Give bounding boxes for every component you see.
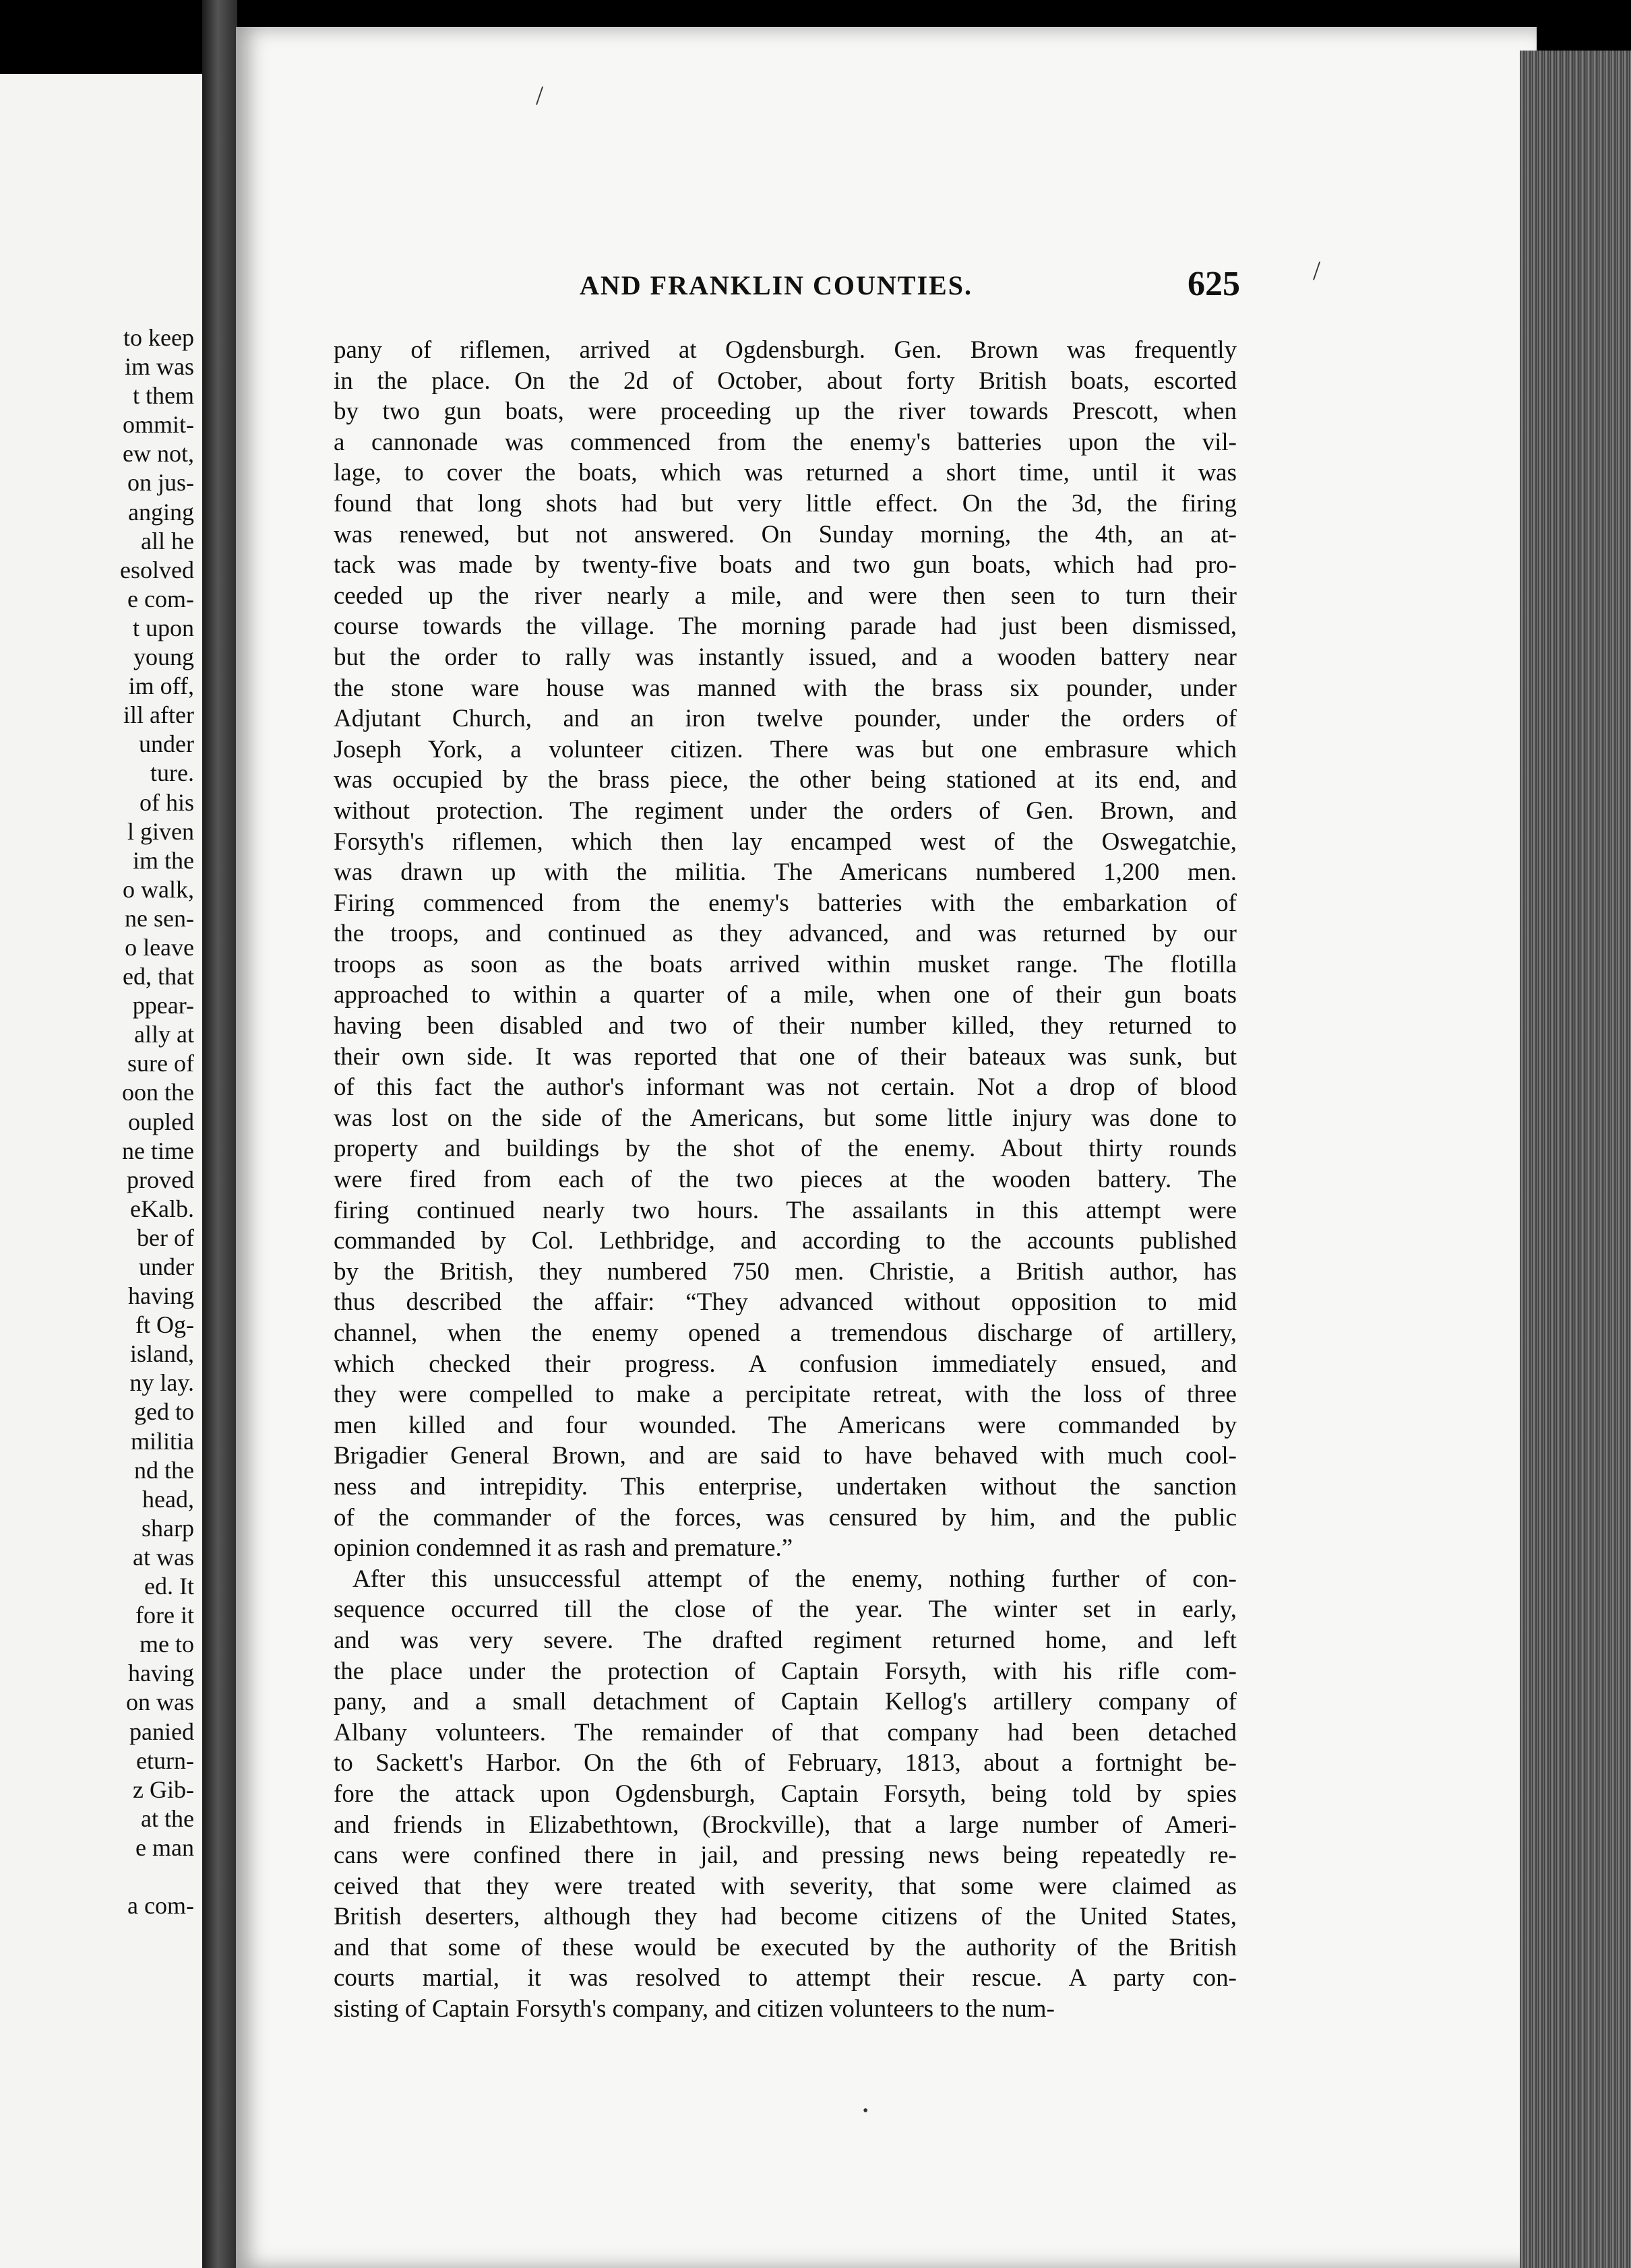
left-fragment-line: ny lay. [129, 1369, 194, 1397]
left-fragment-line: eturn- [136, 1746, 194, 1774]
left-fragment-line: ne sen- [125, 904, 194, 932]
text-line: was occupied by the brass piece, the other being stationed at its end, and [334, 766, 1237, 794]
left-fragment-line: on was [126, 1689, 194, 1716]
text-line: their own side. It was reported that one of their bateaux was sunk, but [334, 1042, 1237, 1071]
left-fragment-line: o leave [125, 933, 194, 961]
left-fragment-line: oon the [122, 1079, 194, 1106]
left-fragment-line: head, [142, 1485, 194, 1513]
text-line: men killed and four wounded. The Americans were commanded by [334, 1411, 1237, 1439]
stray-mark: / [536, 80, 544, 111]
running-head: AND FRANKLIN COUNTIES. [580, 270, 973, 301]
text-line: by the British, they numbered 750 men. Christie, a British author, has [334, 1257, 1237, 1286]
text-line: found that long shots had but very little effect. On the 3d, the firing [334, 489, 1237, 517]
left-fragment-line: panied [129, 1718, 194, 1745]
text-line: having been disabled and two of their number killed, they returned to [334, 1012, 1237, 1040]
text-line: Joseph York, a volunteer citizen. There was but one embrasure which [334, 735, 1237, 763]
left-fragment-line: ged to [134, 1398, 194, 1426]
text-line: thus described the affair: “They advanced without opposition to mid [334, 1288, 1237, 1317]
text-line: the place under the protection of Captain Forsyth, with his rifle com- [334, 1657, 1237, 1685]
text-line: but the order to rally was instantly issued, and a wooden battery near [334, 643, 1237, 671]
left-fragment-line: of his [140, 788, 194, 816]
left-fragment-line: at the [141, 1804, 194, 1832]
left-fragment-line: young [133, 643, 194, 671]
left-fragment-line: anging [128, 498, 194, 526]
text-line: pany, and a small detachment of Captain Kellog's artillery company of [334, 1688, 1237, 1716]
left-fragment-line: militia [131, 1427, 194, 1455]
stray-mark: • [863, 2102, 869, 2120]
left-fragment-line: im the [133, 846, 194, 874]
left-fragment-line: eKalb. [130, 1195, 194, 1222]
left-fragment-line: island, [130, 1340, 194, 1368]
left-fragment-line: o walk, [123, 875, 194, 903]
left-fragment-line: ft Og- [135, 1311, 194, 1339]
left-fragment-line: t upon [132, 614, 194, 641]
left-fragment-line: to keep [123, 324, 194, 351]
text-line: courts martial, it was resolved to attempt their rescue. A party con- [334, 1964, 1237, 1992]
left-fragment-line: ture. [150, 759, 194, 787]
text-line: lage, to cover the boats, which was returned a short time, until it was [334, 459, 1237, 487]
left-page-text-fragments [5, 323, 194, 1920]
left-fragment-line: l given [127, 817, 194, 845]
text-line: pany of riflemen, arrived at Ogdensburgh. Gen. Brown was frequently [334, 336, 1237, 364]
text-line: the troops, and continued as they advanced, and was returned by our [334, 920, 1237, 948]
text-line: of the commander of the forces, was censured by him, and the public [334, 1503, 1237, 1532]
text-line: opinion condemned it as rash and premature.” [334, 1534, 793, 1563]
left-fragment-line: ew not, [123, 440, 194, 468]
text-line: which checked their progress. A confusion immediately ensued, and [334, 1350, 1237, 1378]
text-line: to Sackett's Harbor. On the 6th of February, 1813, about a fortnight be- [334, 1749, 1237, 1777]
page-header [580, 265, 1240, 310]
text-line: were fired from each of the two pieces at the wooden battery. The [334, 1166, 1237, 1194]
text-line: a cannonade was commenced from the enemy's batteries upon the vil- [334, 428, 1237, 456]
text-line: sisting of Captain Forsyth's company, and citizen volunteers to the num- [334, 1995, 1055, 2023]
left-fragment-line: ne time [122, 1137, 194, 1164]
text-line: tack was made by twenty-five boats and two gun boats, which had pro- [334, 551, 1237, 579]
left-fragment-line: ill after [123, 701, 194, 729]
left-fragment-line: im was [125, 353, 194, 381]
left-fragment-line: sure of [127, 1050, 194, 1077]
text-line: ceeded up the river nearly a mile, and were then seen to turn their [334, 581, 1237, 610]
text-line: without protection. The regiment under the orders of Gen. Brown, and [334, 796, 1237, 825]
text-line: Brigadier General Brown, and are said to have behaved with much cool- [334, 1442, 1237, 1470]
left-fragment-line: having [128, 1660, 194, 1687]
text-line: by two gun boats, were proceeding up the river towards Prescott, when [334, 398, 1237, 426]
text-line: in the place. On the 2d of October, about forty British boats, escorted [334, 367, 1237, 395]
text-line: and that some of these would be executed by the authority of the British [334, 1933, 1237, 1961]
left-fragment-line: fore it [135, 1602, 194, 1629]
left-fragment-line: on jus- [127, 469, 194, 497]
text-line: of this fact the author's informant was not certain. Not a drop of blood [334, 1073, 1237, 1102]
paragraph [334, 335, 1237, 1564]
text-line: course towards the village. The morning parade had just been dismissed, [334, 612, 1237, 641]
text-line: troops as soon as the boats arrived within musket range. The flotilla [334, 950, 1237, 978]
text-line: Albany volunteers. The remainder of that company had been detached [334, 1718, 1237, 1746]
text-line: cans were confined there in jail, and pressing news being repeatedly re- [334, 1841, 1237, 1870]
left-fragment-line: ommit- [123, 411, 194, 439]
left-fragment-line [5, 1862, 194, 1891]
left-facing-page [0, 74, 202, 2268]
stray-mark: / [1313, 255, 1321, 286]
left-fragment-line: e com- [127, 585, 194, 612]
book-gutter [202, 0, 237, 2268]
page-stack-edge [1520, 51, 1631, 2268]
text-line: was drawn up with the militia. The Americans numbered 1,200 men. [334, 858, 1237, 887]
text-line: sequence occurred till the close of the year. The winter set in early, [334, 1596, 1237, 1624]
left-fragment-line: ed, that [123, 963, 194, 990]
text-line: ness and intrepidity. This enterprise, undertaken without the sanction [334, 1472, 1237, 1501]
left-fragment-line: sharp [142, 1514, 194, 1542]
left-fragment-line: ally at [134, 1021, 194, 1048]
text-line: firing continued nearly two hours. The assailants in this attempt were [334, 1196, 1237, 1224]
text-line: After this unsuccessful attempt of the enemy, nothing further of con- [352, 1565, 1237, 1593]
left-fragment-line: ber of [137, 1224, 194, 1251]
left-fragment-line: ppear- [132, 992, 194, 1019]
text-line: British deserters, although they had become citizens of the United States, [334, 1903, 1237, 1931]
left-fragment-line: at was [133, 1543, 194, 1571]
left-fragment-line: im off, [128, 672, 194, 700]
left-fragment-line: ed. It [144, 1573, 194, 1600]
page-number: 625 [1188, 265, 1240, 303]
text-line: Forsyth's riflemen, which then lay encamped west of the Oswegatchie, [334, 827, 1237, 856]
text-line: was renewed, but not answered. On Sunday morning, the 4th, an at- [334, 520, 1237, 548]
text-line: the stone ware house was manned with the brass six pounder, under [334, 674, 1237, 702]
text-line: was lost on the side of the Americans, but some little injury was done to [334, 1104, 1237, 1132]
left-fragment-line: esolved [120, 556, 194, 584]
text-line: commanded by Col. Lethbridge, and according to the accounts published [334, 1227, 1237, 1255]
paragraph [334, 1564, 1237, 2025]
left-fragment-line: t them [133, 382, 194, 410]
left-fragment-line: under [139, 730, 194, 758]
text-line: and friends in Elizabethtown, (Brockville), that a large number of Ameri- [334, 1810, 1237, 1839]
body-text [334, 335, 1237, 2025]
left-fragment-line: having [128, 1282, 194, 1310]
text-line: fore the attack upon Ogdensburgh, Captain Forsyth, being told by spies [334, 1779, 1237, 1808]
text-line: they were compelled to make a percipitate retreat, with the loss of three [334, 1381, 1237, 1409]
left-fragment-line: under [139, 1253, 194, 1280]
text-line: Adjutant Church, and an iron twelve pounder, under the orders of [334, 705, 1237, 733]
text-line: property and buildings by the shot of the enemy. About thirty rounds [334, 1135, 1237, 1163]
text-line: Firing commenced from the enemy's batteries with the embarkation of [334, 889, 1237, 917]
left-fragment-line: proved [127, 1166, 194, 1193]
left-fragment-line: oupled [128, 1108, 194, 1135]
left-fragment-line: a com- [127, 1892, 194, 1920]
text-line: approached to within a quarter of a mile, when one of their gun boats [334, 981, 1237, 1009]
text-line: channel, when the enemy opened a tremendous discharge of artillery, [334, 1319, 1237, 1347]
left-fragment-line: all he [141, 527, 194, 555]
text-line: ceived that they were treated with severity, that some were claimed as [334, 1872, 1237, 1900]
text-line: and was very severe. The drafted regiment returned home, and left [334, 1626, 1237, 1654]
left-fragment-line: nd the [134, 1456, 194, 1484]
left-fragment-line: e man [135, 1833, 194, 1861]
left-fragment-line: z Gib- [133, 1775, 194, 1803]
left-fragment-line: me to [140, 1631, 194, 1658]
